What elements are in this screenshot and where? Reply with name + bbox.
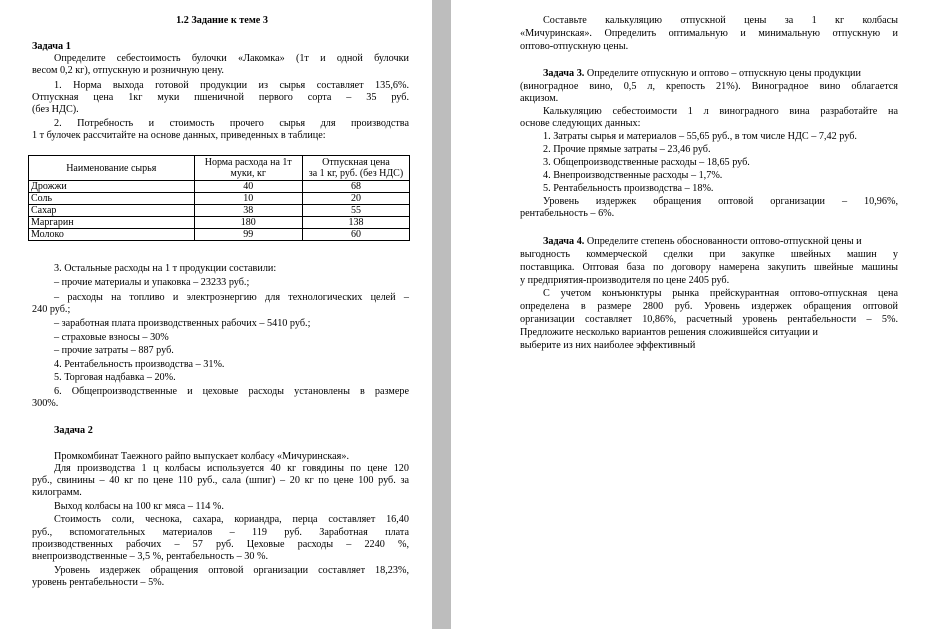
task1-intro-line: весом 0,2 кг), отпускную и розничную цену. [32, 65, 224, 76]
page-gutter [432, 0, 451, 629]
table-cell: Соль [29, 193, 195, 205]
task1-item2-line: 1 т булочек рассчитайте на основе данных, приведенных в таблице: [32, 130, 326, 141]
section-heading: 1.2 Задание к теме 3 [176, 15, 268, 26]
task2-line: Выход колбасы на 100 кг мяса – 114 %. [54, 501, 224, 512]
task3-line: рентабельность – 6%. [520, 208, 615, 219]
right-page [451, 0, 928, 629]
table-header-cell: Наименование сырья [29, 156, 195, 181]
table-cell: 40 [194, 181, 302, 193]
task2-line: килограмм. [32, 487, 82, 498]
table-cell: 180 [194, 217, 302, 229]
table-header-cell: Отпускная цена за 1 кг, руб. (без НДС) [302, 156, 409, 181]
task2-line: Уровень издержек обращения оптовой организации составляет 18,23%, [54, 565, 409, 576]
task1-item3-line: 4. Рентабельность производства – 31%. [54, 359, 225, 370]
task3-first-line [543, 68, 898, 80]
table-cell: 60 [302, 229, 409, 241]
task3-line: Калькуляцию себестоимости 1 л виноградного вина разработайте на [543, 106, 898, 117]
task3-line: (виноградное вино, 0,5 л, крепость 21%). Виноградное вино облагается [520, 81, 898, 92]
task1-title: Задача 1 [32, 41, 71, 52]
task2-line: Для производства 1 ц колбасы используется 40 кг говядины по цене 120 [54, 463, 409, 474]
task4-line: Предложите несколько вариантов решения сложившейся ситуации и [520, 327, 818, 338]
task1-item3-line: 240 руб.; [32, 304, 71, 315]
task1-item1-line: Отпускная цена 1кг муки пшеничной первого сорта – 35 руб. [32, 92, 409, 103]
table-header-row [29, 156, 410, 181]
table-row [29, 229, 410, 241]
task4-line: поставщика. Оптовая база по договору намерена закупить швейные машины [520, 262, 898, 273]
task4-line: выберите из них наиболее эффективный [520, 340, 696, 351]
task2-line: руб., свинины – 40 кг по цене 110 руб., сала (шпиг) – 20 кг по цене 100 руб. за [32, 475, 409, 486]
task1-item1-line: (без НДС). [32, 104, 79, 115]
table-cell: 10 [194, 193, 302, 205]
task2-line: Стоимость соли, чеснока, сахара, кориандра, перца составляет 16,40 [54, 514, 409, 525]
task3-line: 2. Прочие прямые затраты – 23,46 руб. [543, 144, 711, 155]
task1-item3-line: 6. Общепроизводственные и цеховые расходы установлены в размере [54, 386, 409, 397]
task2-line: уровень рентабельности – 5%. [32, 577, 165, 588]
task4-line: определена в размере 2800 руб. Уровень издержек обращения оптовой [520, 301, 898, 312]
task4-line: Определите степень обоснованности оптово-отпускной цены и [584, 236, 862, 247]
task1-item3-line: 300%. [32, 398, 59, 409]
task1-item3-line: – прочие материалы и упаковка – 23233 руб.; [54, 277, 250, 288]
task3-line: Определите отпускную и оптово – отпускную цены продукции [584, 68, 861, 79]
task2-line: внепроизводственные – 3,5 %, рентабельность – 30 %. [32, 551, 269, 562]
table-row [29, 205, 410, 217]
task3-line: 4. Внепроизводственные расходы – 1,7%. [543, 170, 723, 181]
task4-line: С учетом конъюнктуры рынка прейскурантная оптово-отпускная цена [543, 288, 898, 299]
task3-line: акцизом. [520, 93, 559, 104]
task1-item3-line: – расходы на топливо и электроэнергию для технологических целей – [54, 292, 409, 303]
task4-line: выгодность коммерческой сделки при закупке швейных машин у [520, 249, 898, 260]
task2-cont-line: оптово-отпускную цены. [520, 41, 629, 52]
table-cell: 38 [194, 205, 302, 217]
table-row [29, 193, 410, 205]
raw-materials-table [28, 155, 410, 241]
task2-cont-line: Составьте калькуляцию отпускной цены за 1 кг колбасы [543, 15, 898, 26]
table-cell: Сахар [29, 205, 195, 217]
task1-item3-line: 5. Торговая надбавка – 20%. [54, 372, 176, 383]
task1-item3-line: 3. Остальные расходы на 1 т продукции составили: [54, 263, 277, 274]
task1-item3-line: – страховые взносы – 30% [54, 332, 169, 343]
task3-line: основе следующих данных: [520, 118, 641, 129]
table-row [29, 181, 410, 193]
table-cell: 138 [302, 217, 409, 229]
table-header-cell: Норма расхода на 1т муки, кг [194, 156, 302, 181]
table-cell: 20 [302, 193, 409, 205]
task1-intro-line: Определите себестоимость булочки «Лакомка» (1т и одной булочки [54, 53, 409, 64]
task4-first-line [543, 236, 898, 248]
task4-line: организации составляет 10,86%, расчетный уровень рентабельности – 5%. [520, 314, 898, 325]
table-cell: Маргарин [29, 217, 195, 229]
task3-line: 5. Рентабельность производства – 18%. [543, 183, 714, 194]
task2-line: руб., вспомогательных материалов – 119 руб. Заработная плата [32, 527, 409, 538]
table-cell: 99 [194, 229, 302, 241]
task2-line: Промкомбинат Таежного райпо выпускает колбасу «Мичуринская». [54, 451, 349, 462]
task1-item1-line: 1. Норма выхода готовой продукции из сырья составляет 135,6%. [54, 80, 409, 91]
table-cell: 55 [302, 205, 409, 217]
task3-line: 1. Затраты сырья и материалов – 55,65 руб., в том числе НДС – 7,42 руб. [543, 131, 857, 142]
table-cell: 68 [302, 181, 409, 193]
task2-title: Задача 2 [54, 425, 93, 436]
task1-item3-line: – заработная плата производственных рабочих – 5410 руб.; [54, 318, 311, 329]
task1-item2-line: 2. Потребность и стоимость прочего сырья для производства [54, 118, 409, 129]
left-page [0, 0, 432, 629]
task3-title: Задача 3. [543, 68, 585, 79]
table-row [29, 217, 410, 229]
task3-line: Уровень издержек обращения оптовой организации – 10,96%, [543, 196, 898, 207]
table-cell: Дрожжи [29, 181, 195, 193]
task4-title: Задача 4. [543, 236, 585, 247]
table-cell: Молоко [29, 229, 195, 241]
task4-line: у предприятия-производителя по цене 2405 руб. [520, 275, 730, 286]
task2-line: производственных рабочих – 57 руб. Цеховые расходы – 2240 %, [32, 539, 409, 550]
task2-cont-line: «Мичуринская». Определить оптимальную и минимальную отпускную и [520, 28, 898, 39]
task3-line: 3. Общепроизводственные расходы – 18,65 руб. [543, 157, 750, 168]
task1-item3-line: – прочие затраты – 887 руб. [54, 345, 174, 356]
